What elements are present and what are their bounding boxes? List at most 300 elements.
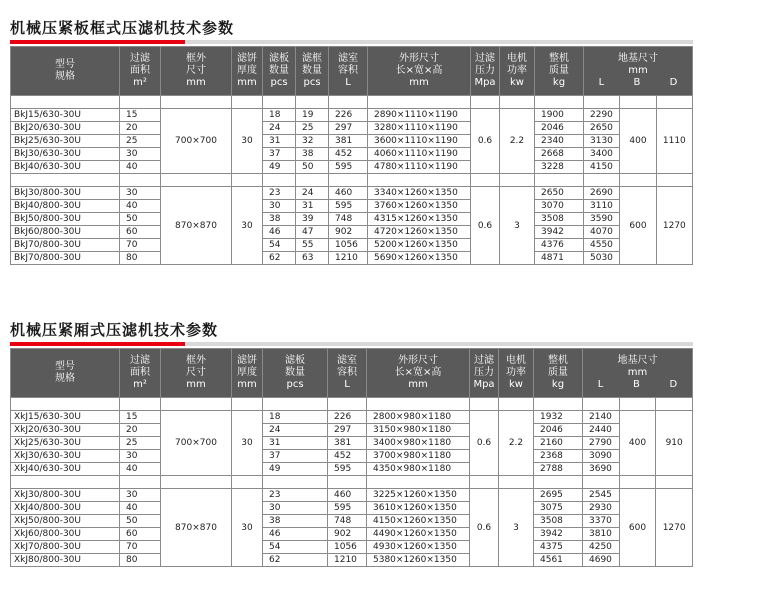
- cell-pressure: 0.6: [470, 411, 499, 476]
- header-foundation-col: L: [598, 77, 605, 88]
- table-row: [11, 213, 693, 226]
- cell-plate-count: 62: [263, 252, 296, 265]
- gap-cell: [232, 174, 263, 187]
- header-frame-size: [161, 349, 232, 398]
- header-frame-count: [296, 47, 329, 96]
- cell-outer-dimensions: 3340×1260×1350: [368, 187, 471, 200]
- table-row: [11, 489, 693, 502]
- header-motor-power: [500, 47, 535, 96]
- header-plate-count: [263, 47, 296, 96]
- cell-outer-dimensions: 2890×1110×1190: [368, 109, 471, 122]
- header-cake-thickness: [232, 349, 263, 398]
- cell-area: 25: [120, 437, 161, 450]
- cell-foundation-l: 2440: [583, 424, 620, 437]
- header-pressure-line: 压力: [474, 367, 494, 378]
- cell-frame-count: 32: [296, 135, 329, 148]
- header-chamber-volume-line: L: [345, 77, 351, 88]
- gap-cell: [499, 476, 534, 489]
- cell-foundation-l: 3400: [584, 148, 620, 161]
- gap-cell: [656, 476, 693, 489]
- gap-cell: [656, 174, 692, 187]
- table-row: [11, 109, 693, 122]
- cell-chamber-volume: 226: [328, 411, 367, 424]
- gap-cell: [11, 96, 120, 109]
- header-chamber-volume-line: 容积: [338, 65, 358, 76]
- table-row: [11, 515, 693, 528]
- section-chamber: [10, 320, 693, 567]
- header-foundation-col: L: [597, 379, 604, 390]
- cell-model: BkJ70/800-30U: [11, 239, 120, 252]
- cell-motor-power: 3: [499, 489, 534, 567]
- cell-foundation-l: 3690: [583, 463, 620, 476]
- cell-plate-count: 24: [263, 122, 296, 135]
- gap-cell: [535, 96, 584, 109]
- gap-cell: [535, 174, 584, 187]
- table-row: [11, 187, 693, 200]
- cell-area: 30: [120, 148, 161, 161]
- header-model: [11, 47, 120, 96]
- header-foundation-cols: [583, 379, 692, 391]
- header-model-line: 型号: [55, 59, 75, 70]
- table-row: [11, 252, 693, 265]
- cell-model: XkJ30/630-30U: [11, 450, 120, 463]
- cell-cake-thickness: 30: [232, 489, 263, 567]
- cell-mass: 2160: [534, 437, 583, 450]
- cell-foundation-b: 600: [619, 489, 656, 567]
- gap-cell: [619, 398, 656, 411]
- header-frame-size-line: 框外: [186, 53, 206, 64]
- header-pressure-line: 过滤: [474, 355, 494, 366]
- cell-area: 50: [120, 213, 161, 226]
- gap-cell: [583, 476, 620, 489]
- cell-foundation-l: 3590: [584, 213, 620, 226]
- cell-outer-dimensions: 2800×980×1180: [367, 411, 470, 424]
- cell-foundation-b: 400: [619, 411, 656, 476]
- cell-plate-count: 24: [263, 424, 328, 437]
- gap-cell: [534, 476, 583, 489]
- header-motor-power-line: 电机: [507, 53, 527, 64]
- cell-model: BkJ20/630-30U: [11, 122, 120, 135]
- header-area-line: 过滤: [130, 355, 150, 366]
- cell-plate-count: 38: [263, 213, 296, 226]
- cell-outer-dimensions: 5380×1260×1350: [367, 554, 470, 567]
- table-header: [11, 349, 693, 398]
- gap-cell: [620, 174, 656, 187]
- section-title: 机械压紧板框式压滤机技术参数: [10, 19, 235, 37]
- cell-plate-count: 31: [263, 437, 328, 450]
- header-frame-size-line: 尺寸: [186, 65, 206, 76]
- section-title: 机械压紧厢式压滤机技术参数: [10, 321, 219, 339]
- header-plate-count-line: 数量: [269, 65, 289, 76]
- gap-cell: [161, 174, 232, 187]
- header-frame-size-line: 框外: [186, 355, 206, 366]
- gap-cell: [500, 174, 535, 187]
- section-plate-frame: [10, 18, 693, 265]
- gap-cell: [619, 476, 656, 489]
- header-outer-dimensions-line: 长×宽×高: [395, 65, 443, 76]
- cell-chamber-volume: 381: [328, 437, 367, 450]
- cell-area: 20: [120, 122, 161, 135]
- header-chamber-volume: [329, 47, 368, 96]
- cell-outer-dimensions: 3600×1110×1190: [368, 135, 471, 148]
- cell-model: BkJ50/800-30U: [11, 213, 120, 226]
- table-row: [11, 424, 693, 437]
- cell-foundation-l: 4690: [583, 554, 620, 567]
- cell-plate-count: 37: [263, 148, 296, 161]
- cell-foundation-d: 910: [656, 411, 693, 476]
- cell-frame-size: 870×870: [161, 187, 232, 265]
- cell-plate-count: 46: [263, 528, 328, 541]
- header-outer-dimensions-line: 长×宽×高: [394, 367, 442, 378]
- gap-cell: [656, 96, 692, 109]
- cell-pressure: 0.6: [470, 489, 499, 567]
- table-row: [11, 239, 693, 252]
- cell-chamber-volume: 748: [328, 515, 367, 528]
- cell-foundation-l: 2290: [584, 109, 620, 122]
- cell-mass: 1932: [534, 411, 583, 424]
- gap-cell: [584, 96, 620, 109]
- header-foundation-col: D: [669, 77, 678, 88]
- gap-cell: [368, 174, 471, 187]
- gap-cell: [120, 96, 161, 109]
- cell-frame-size: 700×700: [161, 109, 232, 174]
- table-row: [11, 541, 693, 554]
- header-chamber-volume-line: 滤室: [338, 53, 358, 64]
- cell-model: BkJ60/800-30U: [11, 226, 120, 239]
- gap-cell: [11, 476, 120, 489]
- cell-area: 60: [120, 528, 161, 541]
- cell-frame-count: 47: [296, 226, 329, 239]
- cell-area: 25: [120, 135, 161, 148]
- gap-cell: [161, 96, 232, 109]
- header-foundation-line: mm: [628, 65, 648, 76]
- cell-chamber-volume: 1056: [328, 541, 367, 554]
- cell-frame-count: 39: [296, 213, 329, 226]
- cell-plate-count: 49: [263, 161, 296, 174]
- cell-area: 80: [120, 252, 161, 265]
- cell-motor-power: 2.2: [500, 109, 535, 174]
- cell-model: XkJ60/800-30U: [11, 528, 120, 541]
- cell-mass: 2368: [534, 450, 583, 463]
- cell-model: XkJ40/800-30U: [11, 502, 120, 515]
- gap-cell: [471, 96, 500, 109]
- header-outer-dimensions: [368, 47, 471, 96]
- cell-chamber-volume: 460: [328, 489, 367, 502]
- cell-plate-count: 62: [263, 554, 328, 567]
- cell-mass: 3942: [534, 528, 583, 541]
- header-motor-power-line: kw: [509, 379, 523, 390]
- cell-area: 20: [120, 424, 161, 437]
- table-header: [11, 47, 693, 96]
- gap-cell: [120, 476, 161, 489]
- cell-chamber-volume: 1056: [329, 239, 368, 252]
- cell-mass: 1900: [535, 109, 584, 122]
- cell-area: 40: [120, 200, 161, 213]
- header-motor-power-line: 功率: [507, 65, 527, 76]
- cell-model: BkJ40/800-30U: [11, 200, 120, 213]
- cell-foundation-l: 4070: [584, 226, 620, 239]
- header-plate-count-line: pcs: [270, 77, 288, 88]
- header-frame-size-line: 尺寸: [186, 367, 206, 378]
- cell-plate-count: 38: [263, 515, 328, 528]
- cell-frame-size: 870×870: [161, 489, 232, 567]
- header-cake-thickness: [232, 47, 263, 96]
- gap-cell: [470, 398, 499, 411]
- cell-mass: 3942: [535, 226, 584, 239]
- cell-plate-count: 30: [263, 200, 296, 213]
- cell-chamber-volume: 902: [328, 528, 367, 541]
- header-chamber-volume: [328, 349, 367, 398]
- cell-model: XkJ20/630-30U: [11, 424, 120, 437]
- cell-area: 80: [120, 554, 161, 567]
- cell-outer-dimensions: 4315×1260×1350: [368, 213, 471, 226]
- cell-outer-dimensions: 4930×1260×1350: [367, 541, 470, 554]
- header-pressure-line: Mpa: [474, 77, 496, 88]
- cell-model: BkJ15/630-30U: [11, 109, 120, 122]
- cell-area: 70: [120, 239, 161, 252]
- header-outer-dimensions-line: 外形尺寸: [399, 53, 439, 64]
- cell-outer-dimensions: 5200×1260×1350: [368, 239, 471, 252]
- header-plate-count: [263, 349, 328, 398]
- cell-frame-count: 38: [296, 148, 329, 161]
- cell-foundation-l: 4150: [584, 161, 620, 174]
- table-row: [11, 411, 693, 424]
- header-motor-power-line: 电机: [506, 355, 526, 366]
- table-row: [11, 502, 693, 515]
- cell-foundation-d: 1270: [656, 187, 692, 265]
- cell-foundation-b: 400: [620, 109, 656, 174]
- header-mass-line: 整机: [548, 355, 568, 366]
- cell-plate-count: 31: [263, 135, 296, 148]
- header-frame-size: [161, 47, 232, 96]
- gap-cell: [232, 96, 263, 109]
- cell-foundation-l: 5030: [584, 252, 620, 265]
- cell-frame-count: 24: [296, 187, 329, 200]
- cell-mass: 2046: [534, 424, 583, 437]
- gap-cell: [499, 398, 534, 411]
- header-plate-count-line: 滤板: [269, 53, 289, 64]
- cell-mass: 2695: [534, 489, 583, 502]
- table-row: [11, 122, 693, 135]
- cell-area: 70: [120, 541, 161, 554]
- cell-frame-count: 25: [296, 122, 329, 135]
- cell-chamber-volume: 902: [329, 226, 368, 239]
- header-pressure: [470, 349, 499, 398]
- cell-plate-count: 23: [263, 187, 296, 200]
- cell-outer-dimensions: 3700×980×1180: [367, 450, 470, 463]
- header-foundation-col: B: [632, 379, 640, 390]
- header-area-line: m²: [133, 77, 147, 88]
- cell-foundation-l: 3810: [583, 528, 620, 541]
- cell-mass: 4561: [534, 554, 583, 567]
- cell-model: XkJ40/630-30U: [11, 463, 120, 476]
- gap-cell: [471, 174, 500, 187]
- header-outer-dimensions: [367, 349, 470, 398]
- gap-cell: [120, 398, 161, 411]
- header-foundation: [583, 349, 693, 398]
- cell-outer-dimensions: 3150×980×1180: [367, 424, 470, 437]
- header-plate-count-line: 滤板: [285, 355, 305, 366]
- header-frame-count-line: 数量: [302, 65, 322, 76]
- gap-cell: [232, 476, 263, 489]
- cell-model: BkJ40/630-30U: [11, 161, 120, 174]
- header-foundation-col: B: [633, 77, 641, 88]
- gap-cell: [11, 398, 120, 411]
- header-plate-count-line: pcs: [286, 379, 304, 390]
- gap-cell: [329, 96, 368, 109]
- header-frame-size-line: mm: [186, 379, 206, 390]
- cell-foundation-l: 4250: [583, 541, 620, 554]
- cell-foundation-l: 2690: [584, 187, 620, 200]
- header-frame-count-line: pcs: [303, 77, 321, 88]
- cell-area: 15: [120, 411, 161, 424]
- cell-chamber-volume: 452: [328, 450, 367, 463]
- gap-cell: [470, 476, 499, 489]
- cell-area: 40: [120, 463, 161, 476]
- cell-foundation-l: 3110: [584, 200, 620, 213]
- group-gap: [11, 174, 693, 187]
- cell-plate-count: 54: [263, 541, 328, 554]
- cell-foundation-l: 4550: [584, 239, 620, 252]
- cell-plate-count: 37: [263, 450, 328, 463]
- gap-cell: [232, 398, 263, 411]
- header-model-line: 规格: [55, 373, 75, 384]
- table-row: [11, 226, 693, 239]
- header-outer-dimensions-line: 外形尺寸: [398, 355, 438, 366]
- group-gap: [11, 476, 693, 489]
- cell-model: XkJ15/630-30U: [11, 411, 120, 424]
- cell-model: XkJ30/800-30U: [11, 489, 120, 502]
- header-mass-line: 质量: [549, 65, 569, 76]
- cell-foundation-l: 2140: [583, 411, 620, 424]
- cell-outer-dimensions: 3400×980×1180: [367, 437, 470, 450]
- cell-chamber-volume: 297: [328, 424, 367, 437]
- gap-cell: [296, 174, 329, 187]
- gap-cell: [328, 398, 367, 411]
- header-foundation: [584, 47, 693, 96]
- header-mass: [535, 47, 584, 96]
- cell-plate-count: 23: [263, 489, 328, 502]
- cell-plate-count: 46: [263, 226, 296, 239]
- cell-chamber-volume: 595: [328, 502, 367, 515]
- cell-outer-dimensions: 4780×1110×1190: [368, 161, 471, 174]
- cell-chamber-volume: 595: [328, 463, 367, 476]
- cell-frame-count: 55: [296, 239, 329, 252]
- cell-outer-dimensions: 4150×1260×1350: [367, 515, 470, 528]
- cell-foundation-l: 2545: [583, 489, 620, 502]
- cell-outer-dimensions: 3760×1260×1350: [368, 200, 471, 213]
- table-body: [11, 96, 693, 265]
- header-mass-line: 质量: [548, 367, 568, 378]
- header-mass-line: kg: [551, 379, 565, 390]
- cell-mass: 3070: [535, 200, 584, 213]
- cell-outer-dimensions: 4490×1260×1350: [367, 528, 470, 541]
- table-row: [11, 450, 693, 463]
- cell-chamber-volume: 452: [329, 148, 368, 161]
- table-row: [11, 200, 693, 213]
- cell-chamber-volume: 226: [329, 109, 368, 122]
- header-cake-thickness-line: mm: [237, 77, 257, 88]
- cell-foundation-d: 1270: [656, 489, 693, 567]
- cell-area: 30: [120, 450, 161, 463]
- cell-outer-dimensions: 3225×1260×1350: [367, 489, 470, 502]
- cell-chamber-volume: 297: [329, 122, 368, 135]
- table-row: [11, 437, 693, 450]
- cell-chamber-volume: 595: [329, 200, 368, 213]
- cell-mass: 4376: [535, 239, 584, 252]
- cell-model: BkJ30/800-30U: [11, 187, 120, 200]
- gap-cell: [161, 476, 232, 489]
- header-row: [11, 47, 693, 96]
- cell-pressure: 0.6: [471, 109, 500, 174]
- cell-model: XkJ70/800-30U: [11, 541, 120, 554]
- cell-mass: 3508: [535, 213, 584, 226]
- header-mass-line: 整机: [549, 53, 569, 64]
- cell-foundation-d: 1110: [656, 109, 692, 174]
- cell-frame-size: 700×700: [161, 411, 232, 476]
- cell-area: 40: [120, 502, 161, 515]
- header-motor-power: [499, 349, 534, 398]
- cell-model: BkJ25/630-30U: [11, 135, 120, 148]
- gap-cell: [367, 476, 470, 489]
- gap-cell: [328, 476, 367, 489]
- header-area-line: 过滤: [130, 53, 150, 64]
- cell-mass: 2340: [535, 135, 584, 148]
- gap-cell: [584, 174, 620, 187]
- gap-cell: [367, 398, 470, 411]
- gap-cell: [263, 398, 328, 411]
- header-pressure: [471, 47, 500, 96]
- cell-frame-count: 31: [296, 200, 329, 213]
- gap-cell: [120, 174, 161, 187]
- cell-mass: 3508: [534, 515, 583, 528]
- header-outer-dimensions-line: mm: [408, 379, 428, 390]
- cell-outer-dimensions: 3280×1110×1190: [368, 122, 471, 135]
- table-row: [11, 148, 693, 161]
- table-body: [11, 398, 693, 567]
- header-cake-thickness-line: 厚度: [237, 367, 257, 378]
- cell-outer-dimensions: 4060×1110×1190: [368, 148, 471, 161]
- cell-mass: 4871: [535, 252, 584, 265]
- header-frame-size-line: mm: [186, 77, 206, 88]
- cell-plate-count: 18: [263, 109, 296, 122]
- gap-cell: [583, 398, 620, 411]
- header-motor-power-line: kw: [510, 77, 524, 88]
- header-area-line: 面积: [130, 367, 150, 378]
- cell-chamber-volume: 1210: [328, 554, 367, 567]
- cell-plate-count: 54: [263, 239, 296, 252]
- header-foundation-cols: [584, 77, 692, 89]
- header-model: [11, 349, 120, 398]
- table-row: [11, 554, 693, 567]
- gap-cell: [11, 174, 120, 187]
- header-cake-thickness-line: mm: [237, 379, 257, 390]
- cell-mass: 2788: [534, 463, 583, 476]
- cell-outer-dimensions: 5690×1260×1350: [368, 252, 471, 265]
- cell-foundation-b: 600: [620, 187, 656, 265]
- header-foundation-line: mm: [627, 367, 648, 378]
- cell-pressure: 0.6: [471, 187, 500, 265]
- cell-area: 60: [120, 226, 161, 239]
- table-row: [11, 463, 693, 476]
- header-row: [11, 349, 693, 398]
- header-area: [120, 47, 161, 96]
- table-row: [11, 161, 693, 174]
- spec-table-plate-frame: [10, 46, 693, 265]
- cell-cake-thickness: 30: [232, 109, 263, 174]
- header-model-line: 规格: [55, 71, 75, 82]
- header-frame-count-line: 滤框: [302, 53, 322, 64]
